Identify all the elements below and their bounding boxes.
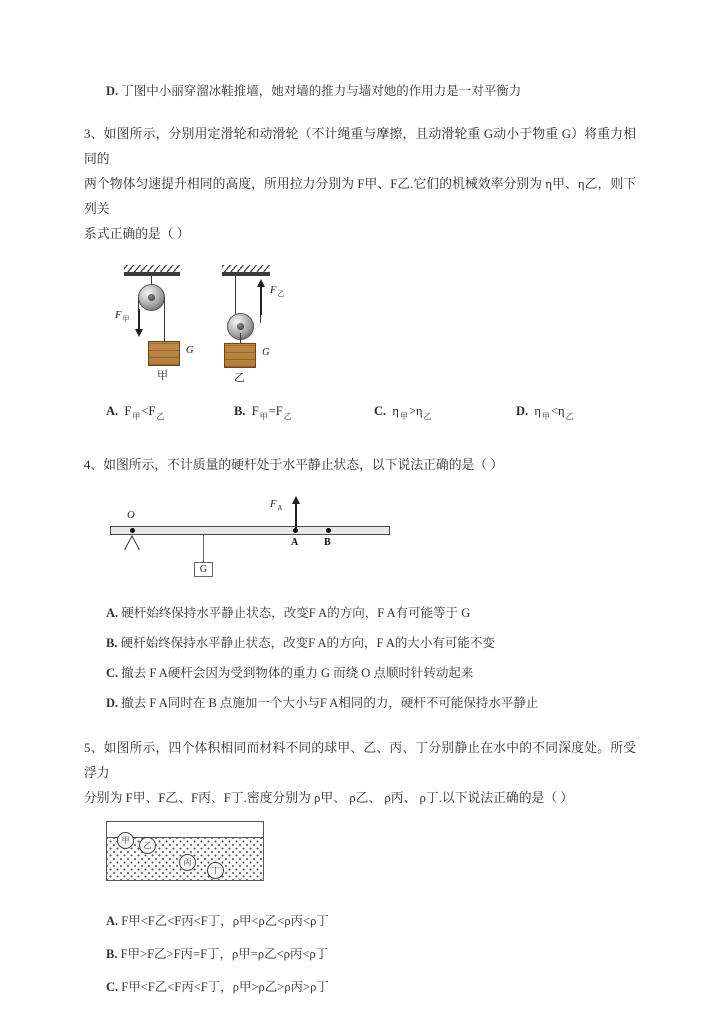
page-content [84, 78, 636, 1004]
question5-option-c: C. F甲<F乙<F丙<F丁，ρ甲>ρ乙>ρ丙>ρ丁 [106, 979, 329, 994]
ball-jia: 甲 [117, 832, 134, 849]
question4-option-b: B. 硬杆始终保持水平静止状态，改变F A的方向，F A的大小有可能不变 [106, 635, 495, 650]
fulcrum-triangle-inner [125, 537, 139, 550]
option-label: D. [106, 84, 119, 98]
force-arrow-fa [295, 502, 297, 528]
lever-bar [110, 526, 390, 535]
question3-option-a: A. $F_甲<F_乙$ [106, 404, 165, 421]
point-a-dot [293, 528, 298, 533]
force-arrow-yi [260, 285, 262, 315]
question4-stem: 4、如图所示，不计质量的硬杆处于水平静止状态，以下说法正确的是（ ） [84, 457, 504, 472]
option-text: 丁图中小丽穿溜冰鞋推墙，她对墙的推力与墙对她的作用力是一对平衡力 [121, 84, 522, 98]
question3-stem-line2: 两个物体匀速提升相同的高度，所用拉力分别为 F甲、F乙.它们的机械效率分别为 η甲、η乙，则下列关 [84, 177, 636, 216]
point-a-label: A [291, 536, 299, 548]
question4-option-c: C. 撤去 F A硬杆会因为受到物体的重力 G 而绕 O 点顺时针转动起来 [106, 665, 474, 680]
caption-jia: 甲 [157, 370, 168, 382]
question4-options [84, 598, 636, 718]
tank-container [106, 821, 264, 881]
caption-yi: 乙 [234, 372, 245, 384]
prev-question-option-d [84, 78, 636, 104]
question5-options [84, 905, 636, 1004]
question5-option-b: B. F甲>F乙>F丙=F丁，ρ甲=ρ乙<ρ丙<ρ丁 [106, 946, 329, 961]
weight-box-g: G [194, 562, 213, 577]
block-label-jia: G [186, 345, 194, 356]
block-jia [148, 341, 180, 366]
force-label-fa: $F_A$ [270, 498, 283, 512]
fulcrum-label-o: O [127, 509, 135, 521]
question3-option-d: D. $\eta_甲<\eta_乙$ [516, 404, 574, 421]
point-b-dot [326, 528, 331, 533]
fulcrum-point-dot [130, 528, 135, 533]
force-arrow-jia [138, 309, 140, 331]
question4-option-a: A. 硬杆始终保持水平静止状态，改变F A的方向，F A有可能等于 G [106, 605, 471, 620]
question3-option-c: C. $\eta_甲>\eta_乙$ [374, 404, 432, 421]
ceiling-line-right [222, 272, 270, 276]
question3-stem-line1: 3、如图所示，分别用定滑轮和动滑轮（不计绳重与摩擦，且动滑轮重 G动小于物重 G）将重力相同的 [84, 127, 636, 166]
question3-stem [84, 122, 636, 247]
lever-diagram [98, 488, 428, 580]
question3-options [84, 399, 636, 429]
question4-option-d: D. 撤去 F A同时在 B 点施加一个大小与F A相同的力，硬杆不可能保持水平静止 [106, 695, 539, 710]
question3-option-b: B. $F_甲=F_乙$ [234, 404, 292, 421]
weight-hanger-line [203, 535, 204, 563]
ball-ding: 丁 [207, 862, 224, 879]
block-yi [224, 343, 256, 368]
rope-right-side [164, 297, 165, 341]
force-label-jia: $F_甲$ [115, 310, 130, 324]
water-tank-buoyancy-diagram [106, 821, 306, 887]
question5-stem [84, 736, 636, 811]
force-label-yi: $F_乙$ [270, 285, 285, 299]
question5-stem-line2: 分别为 F甲、F乙、F丙、F丁.密度分别为 ρ甲、 ρ乙、 ρ丙、 ρ丁.以下说法正确的是（ ） [84, 790, 574, 805]
pulley-comparison-diagram [102, 257, 402, 384]
fixed-pulley-wheel [138, 284, 165, 311]
block-label-yi: G [262, 347, 270, 358]
point-b-label: B [324, 536, 331, 548]
ball-yi: 乙 [139, 837, 156, 854]
question3-stem-line3: 系式正确的是（ ） [84, 227, 190, 241]
question5-option-a: A. F甲<F乙<F丙<F丁，ρ甲<ρ乙<ρ丙<ρ丁 [106, 913, 329, 928]
question5-stem-line1: 5、如图所示，四个体积相同而材料不同的球甲、乙、丙、丁分别静止在水中的不同深度处。所受浮力 [84, 740, 636, 780]
ball-bing: 丙 [179, 854, 196, 871]
